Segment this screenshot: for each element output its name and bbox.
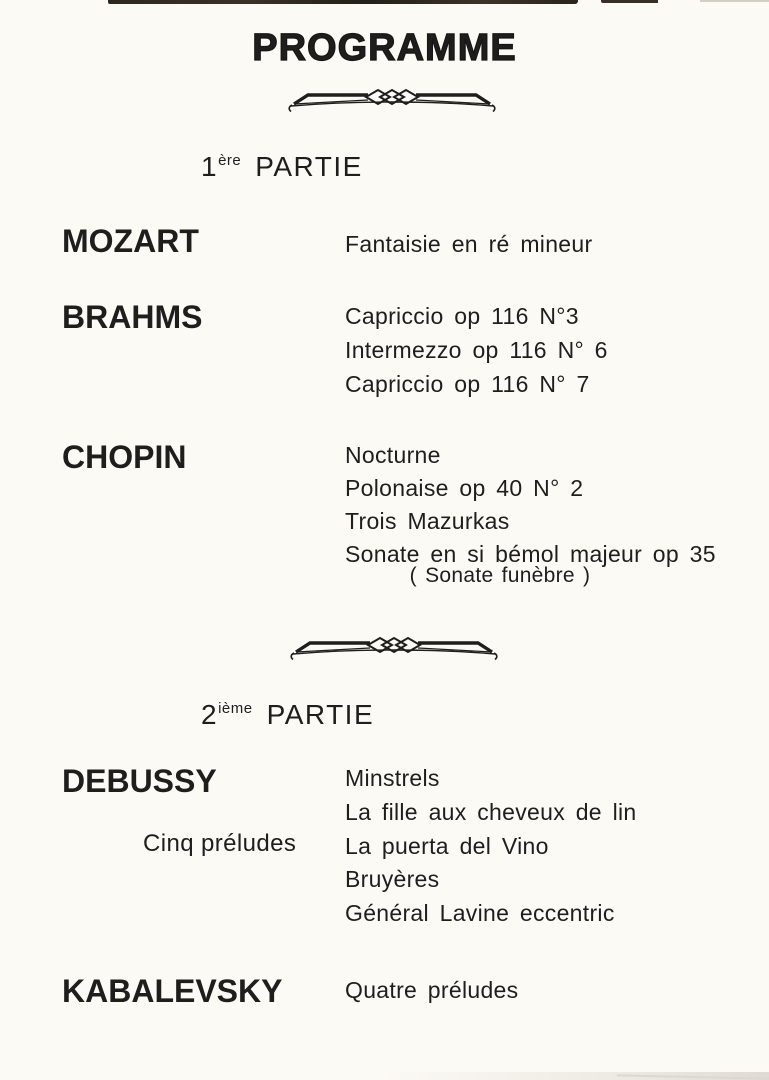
ornament-divider-icon [287,88,497,115]
part-1-number: 1 [201,151,219,182]
composer-name: CHOPIN [62,439,187,475]
work-item: La puerta del Vino [345,833,549,859]
composer-name: BRAHMS [62,299,203,335]
part-1-ordinal: ère [218,152,242,169]
page-title: PROGRAMME [252,27,517,69]
work-subtitle: ( Sonate funèbre ) [409,564,591,587]
ornament-divider [287,88,497,115]
part-1-heading [201,151,363,183]
work-item: Minstrels [345,765,440,791]
scan-artifact-top [700,0,769,2]
composer-note: Cinq préludes [143,830,297,857]
scan-artifact-top [108,0,578,4]
work-item: Quatre préludes [345,977,519,1003]
part-2-word: PARTIE [266,699,375,730]
work-item: Capriccio op 116 N°3 [345,303,579,329]
ornament-divider-icon [289,636,499,663]
work-item: Bruyères [345,866,440,892]
work-item: Fantaisie en ré mineur [345,231,593,257]
ornament-divider [289,636,499,663]
composer-name: KABALEVSKY [62,973,283,1009]
work-item: Trois Mazurkas [345,508,510,534]
work-item: Nocturne [345,442,441,468]
work-item: Général Lavine eccentric [345,900,615,926]
part-2-ordinal: ième [218,700,253,717]
part-1-word: PARTIE [255,151,363,182]
work-item: Sonate en si bémol majeur op 35 [345,541,716,567]
part-2-number: 2 [201,699,219,730]
composer-name: MOZART [62,223,199,259]
work-item: Intermezzo op 116 N° 6 [345,337,608,363]
work-item: La fille aux cheveux de lin [345,799,637,825]
composer-name: DEBUSSY [62,763,217,799]
work-item: Capriccio op 116 N° 7 [345,371,590,397]
work-item: Polonaise op 40 N° 2 [345,475,584,501]
part-2-heading [201,699,374,731]
scan-artifact-top [601,0,658,3]
